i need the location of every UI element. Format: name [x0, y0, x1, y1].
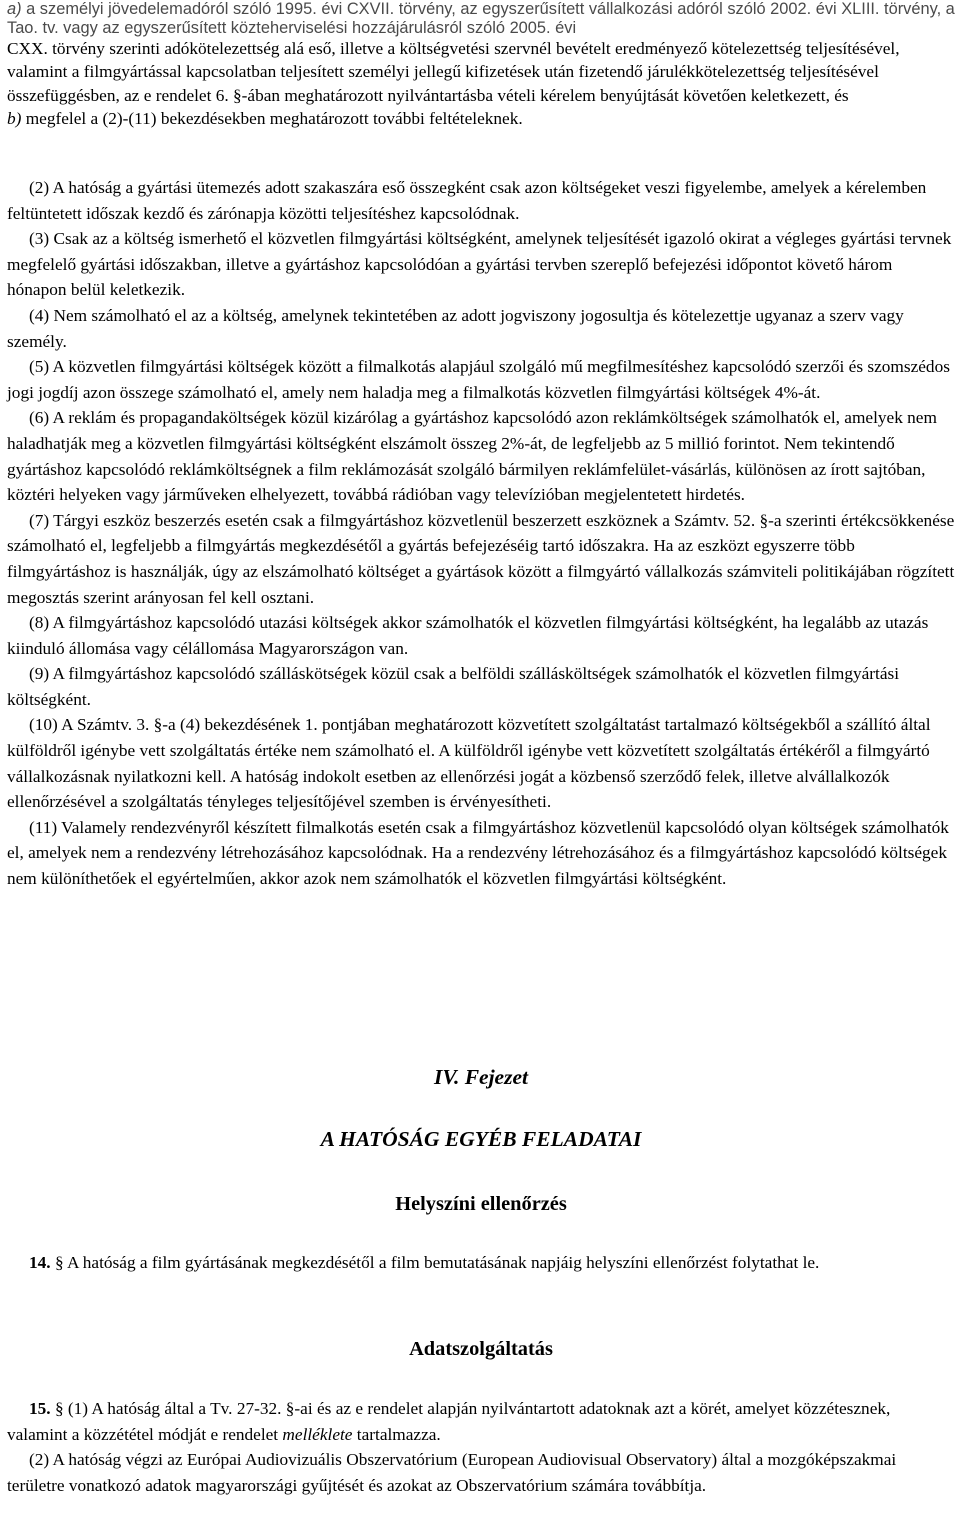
article-15-paragraph-2: (2) A hatóság végzi az Európai Audiovizuális Obszervatórium (European Audiovisual Observatory) által a mozgóképszakmai területre vonatkozó adatok magyarországi gyűjtését és azokat az Obszervatórium számára továbbítja. — [7, 1450, 897, 1495]
point-a-label: a) — [7, 0, 22, 18]
article-15-number: 15. — [29, 1399, 51, 1418]
article-14-text — [7, 1250, 955, 1276]
paragraph-2: (2) A hatóság a gyártási ütemezés adott szakaszára eső összegként csak azon költségeket veszi figyelembe, amelyek a kérelemben feltüntetett időszak kezdő és zárónapja közötti teljesítéshez kapcsolódnak. — [7, 178, 927, 223]
article-15 — [7, 1396, 955, 1498]
point-b-label: b) — [7, 108, 22, 128]
article-15-p1-post: tartalmazza. — [356, 1424, 441, 1444]
paragraph-8: (8) A filmgyártáshoz kapcsolódó utazási költségek akkor számolhatók el közvetlen filmgyártási költségként, ha legalább az utazás kiinduló állomása vagy célállomása Magyarországon van. — [7, 613, 929, 658]
article-15-paragraph-1 — [7, 1396, 955, 1447]
paragraph-10: (10) A Számtv. 3. §-a (4) bekezdésének 1. pontjában meghatározott közvetített szolgáltatást tartalmazó költségekből a szállító által külföldről igénybe vett szolgáltatás értéke nem számolható el. A külföldről igénybe vett közvetített szolgáltatás értékéről a filmgyártó vállalkozásnak nyilatkozni kell. A hatóság indokolt esetben az ellenőrzési jogát a közbenső szerződő felek, illetve alvállalkozók ellenőrzésével a szolgáltatás tényleges teljesítőjével szemben is érvényesítheti. — [7, 715, 931, 812]
intro-point-b — [7, 107, 955, 130]
article-14 — [7, 1250, 955, 1276]
section-heading-inspection: Helyszíni ellenőrzés — [395, 1193, 567, 1215]
point-b-text: megfelel a (2)-(11) bekezdésekben meghatározott további feltételeknek. — [25, 108, 523, 128]
article-15-p1-annex: melléklete — [282, 1424, 353, 1444]
chapter-number: IV. Fejezet — [434, 1065, 528, 1089]
section-heading-data-provision: Adatszolgáltatás — [409, 1338, 553, 1360]
intro-block — [7, 0, 955, 130]
chapter-title: A HATÓSÁG EGYÉB FELADATAI — [320, 1127, 642, 1151]
intro-point-a — [7, 0, 955, 37]
intro-point-a-continued: CXX. törvény szerinti adókötelezettség alá eső, illetve a költségvetési szervnél bevételt eredményező kötelezettség teljesítésével, valamint a filmgyártással kapcsolatban teljesített személyi jellegű kifizetések után fizetendő járulékkötelezettség teljesítésével összefüggésben, az e rendelet 6. §-ában meghatározott nyilvántartásba vételi kérelem benyújtását követően keletkezett, és — [7, 39, 900, 105]
paragraph-6: (6) A reklám és propagandaköltségek közül kizárólag a gyártáshoz kapcsolódó azon reklámköltségek számolhatók el, amelyek nem haladhatják meg a közvetlen filmgyártási költségként elszámolt összeg 2%-át, de legfeljebb az 5 millió forintot. Nem tekintendő gyártáshoz kapcsolódó reklámköltségnek a film reklámozását szolgáló bármilyen reklámfelület-vásárlás, különösen az írott sajtóban, köztéri helyeken vagy járműveken elhelyezett, továbbá rádióban vagy televízióban megjelentetett hirdetés. — [7, 408, 937, 505]
paragraph-4: (4) Nem számolható el az a költség, amelynek tekintetében az adott jogviszony jogosultja és kötelezettje ugyanaz a szerv vagy személy. — [7, 305, 904, 351]
article-15-p1-pre: § (1) A hatóság által a Tv. 27-32. §-ai és az e rendelet alapján nyilvántartott adatoknak azt a körét, amelyet közzétesznek, valamint a közzététel módját e rendelet — [7, 1399, 891, 1444]
paragraph-7: (7) Tárgyi eszköz beszerzés esetén csak a filmgyártáshoz közvetlenül beszerzett eszköznek a Számtv. 52. §-a szerinti értékcsökkenése számolható el, legfeljebb a filmgyártás megkezdésétől a gyártás befejezéséig tartó időszakra. Ha az eszközt egyszerre több filmgyártáshoz is használják, úgy az elszámolható költséget a gyártások között a filmgyártó vállalkozás számviteli politikájában rögzített megosztás szerint arányosan fel kell osztani. — [7, 510, 955, 607]
paragraph-3: (3) Csak az a költség ismerhető el közvetlen filmgyártási költségként, amelynek teljesítését igazoló okirat a végleges gyártási tervnek megfelelő gyártási időszakban, illetve a gyártáshoz kapcsolódóan a gyártási tervben szereplő befejezési időpontot követő három hónapon belül keletkezik. — [7, 229, 952, 300]
point-a-text: a személyi jövedelemadóról szóló 1995. évi CXVII. törvény, az egyszerűsített vállalkozási adóról szóló 2002. évi XLIII. törvény, a Tao. tv. vagy az egyszerűsített közteherviselési hozzájárulásról szóló 2005. évi — [7, 0, 955, 37]
article-14-body: § A hatóság a film gyártásának megkezdésétől a film bemutatásának napjáig helyszíni ellenőrzést folytathat le. — [54, 1253, 820, 1272]
paragraph-5: (5) A közvetlen filmgyártási költségek között a filmalkotás alapjául szolgáló mű megfilmesítéshez kapcsolódó szerzői és szomszédos jogi jogdíj azon összege számolható el, amely nem haladja meg a filmalkotás közvetlen filmgyártási költségek 4%-át. — [7, 357, 950, 402]
paragraph-11: (11) Valamely rendezvényről készített filmalkotás esetén csak a filmgyártáshoz közvetlenül kapcsolódó olyan költségek számolhatók el, amelyek nem a rendezvény létrehozásához kapcsolódnak. Ha a rendezvény létrehozásához és a filmgyártáshoz kapcsolódó költségek nem különíthetőek el egyértelműen, akkor azok nem számolhatók el közvetlen filmgyártási költségként. — [7, 817, 949, 889]
paragraph-list — [7, 175, 955, 892]
article-14-number: 14. — [29, 1253, 51, 1272]
paragraph-9: (9) A filmgyártáshoz kapcsolódó szálláskötségek közül csak a belföldi szállásköltségek számolhatók el közvetlen filmgyártási költségként. — [7, 664, 900, 709]
